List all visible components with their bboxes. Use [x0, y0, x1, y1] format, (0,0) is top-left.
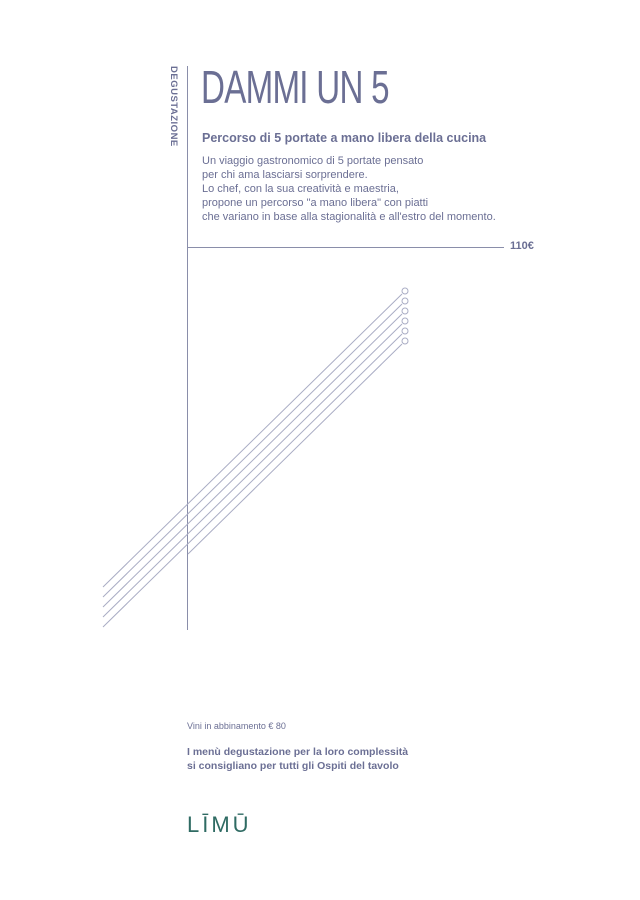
decorative-circle [402, 318, 408, 324]
description-line: Lo chef, con la sua creatività e maestria, [202, 183, 399, 195]
description-line: che variano in base alla stagionalità e all'estro del momento. [202, 211, 496, 223]
note-line: I menù degustazione per la loro complessità [187, 746, 409, 758]
note-line: si consigliano per tutti gli Ospiti del tavolo [187, 760, 399, 772]
decorative-line [103, 294, 402, 587]
wine-pairing: Vini in abbinamento € 80 [187, 721, 286, 731]
decorative-line [188, 344, 402, 554]
decorative-circle [402, 288, 408, 294]
decorative-circle [402, 328, 408, 334]
menu-subtitle: Percorso di 5 portate a mano libera della cucina [202, 131, 487, 145]
description-line: propone un percorso "a mano libera" con piatti [202, 197, 429, 209]
menu-price: 110€ [510, 240, 534, 252]
menu-title: DAMMI UN 5 [201, 61, 389, 113]
decorative-circle [402, 308, 408, 314]
brand-logo: LĪMŪ [187, 812, 252, 837]
section-label: DEGUSTAZIONE [168, 66, 179, 147]
tasting-note [187, 745, 408, 773]
description-line: per chi ama lasciarsi sorprendere. [202, 169, 368, 181]
description-line: Un viaggio gastronomico di 5 portate pensato [202, 155, 424, 167]
decorative-circle [402, 298, 408, 304]
decorative-line [103, 324, 402, 617]
decorative-line [103, 304, 402, 597]
decorative-circle [402, 338, 408, 344]
decorative-line [103, 334, 402, 627]
decorative-line [103, 314, 402, 607]
